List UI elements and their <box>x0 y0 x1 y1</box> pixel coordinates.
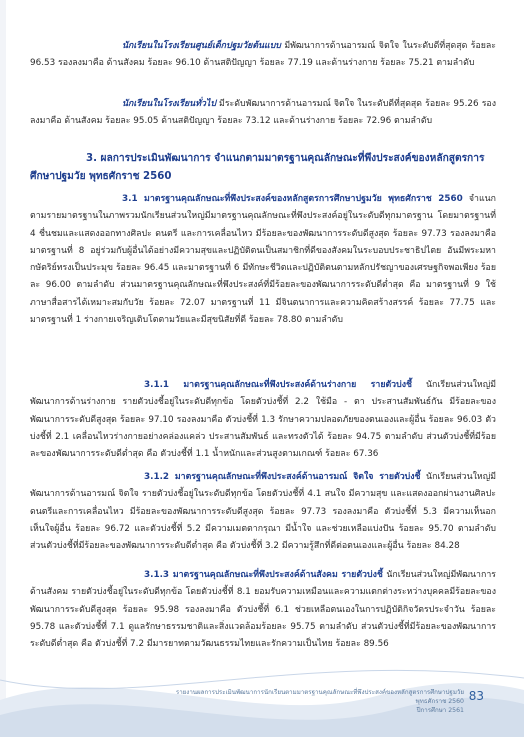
paragraph-general-school <box>30 96 496 131</box>
paragraph-lead-general-school: นักเรียนในโรงเรียนทั่วไป <box>122 99 216 109</box>
section-3-1-2-heading: 3.1.2 มาตรฐานคุณลักษณะที่พึงประสงค์ด้านอารมณ์ จิตใจ รายตัวบ่งชี้ <box>144 472 421 482</box>
footer-line-1: รายงานผลการประเมินพัฒนาการนักเรียนตามมาตรฐานคุณลักษณะที่พึงประสงค์ของหลักสูตรการศึกษาปฐมวัย พุทธศักราช 2560 <box>175 689 464 705</box>
section-3-1-2-body: นักเรียนส่วนใหญ่มีพัฒนาการด้านอารมณ์ จิตใจ รายตัวบ่งชี้อยู่ในระดับดีทุกข้อ โดยตัวบ่งชี้ที่ 4.1 สนใจ มีความสุข และแสดงออกผ่านงานศิลปะ ดนตรีและการเคลื่อนไหว มีร้อยละของพัฒนาการระดับดีสูงสุด ร้อยละ 97.73 รองลงมาคือ ตัวบ่งชี้ที่ 5.3 มีความเห็นอกเห็นใจผู้อื่น ร้อยละ 96.72 และตัวบ่งชี้ที่ 5.2 มีความเมตตากรุณา มีน้ำใจ และช่วยเหลือแบ่งปัน ร้อยละ 95.70 ตามลำดับ ส่วนตัวบ่งชี้ที่มีร้อยละของพัฒนาการระดับดีต่ำสุด คือ ตัวบ่งชี้ที่ 3.2 มีความรู้สึกที่ดีต่อตนเองและผู้อื่น ร้อยละ 84.28 <box>30 472 496 552</box>
section-3-1-2 <box>30 469 496 555</box>
paragraph-model-school <box>30 38 496 73</box>
section-3-1-1-body: นักเรียนส่วนใหญ่มีพัฒนาการด้านร่างกาย รายตัวบ่งชี้อยู่ในระดับดีทุกข้อ โดยตัวบ่งชี้ที่ 2.2 ใช้มือ - ตา ประสานสัมพันธ์กัน มีร้อยละของพัฒนาการระดับดีสูงสุด ร้อยละ 97.10 รองลงมาคือ ตัวบ่งชี้ที่ 1.3 รักษาความปลอดภัยของตนเองและผู้อื่น ร้อยละ 96.03 ตัวบ่งชี้ที่ 2.1 เคลื่อนไหวร่างกายอย่างคล่องแคล่ว ประสานสัมพันธ์ และทรงตัวได้ ร้อยละ 94.75 ตามลำดับ ส่วนตัวบ่งชี้ที่มีร้อยละของพัฒนาการระดับดีต่ำสุด คือ ตัวบ่งชี้ที่ 1.1 น้ำหนักและส่วนสูงตามเกณฑ์ ร้อยละ 67.36 <box>30 380 496 460</box>
section-3-1 <box>30 191 496 329</box>
section-3-1-3-body: นักเรียนส่วนใหญ่มีพัฒนาการด้านสังคม รายตัวบ่งชี้อยู่ในระดับดีทุกข้อ โดยตัวบ่งชี้ที่ 8.1 ยอมรับความเหมือนและความแตกต่างระหว่างบุคคลมีร้อยละของพัฒนาการระดับดีสูงสุด ร้อยละ 95.98 รองลงมาคือ ตัวบ่งชี้ที่ 6.1 ช่วยเหลือตนเองในการปฏิบัติกิจวัตรประจำวัน ร้อยละ 95.78 และตัวบ่งชี้ที่ 7.1 ดูแลรักษาธรรมชาติและสิ่งแวดล้อมร้อยละ 95.75 ตามลำดับ ส่วนตัวบ่งชี้ที่มีร้อยละของพัฒนาการระดับดีต่ำสุด คือ ตัวบ่งชี้ที่ 7.2 มีมารยาทตามวัฒนธรรมไทยและรักความเป็นไทย ร้อยละ 89.56 <box>30 570 496 650</box>
section-3-1-heading: 3.1 มาตรฐานคุณลักษณะที่พึงประสงค์ของหลักสูตรการศึกษาปฐมวัย พุทธศักราช 2560 <box>122 194 463 204</box>
page-margin-band <box>0 0 6 737</box>
section-3-title <box>30 150 496 186</box>
paragraph-body-model-school: มีพัฒนาการด้านอารมณ์ จิตใจ ในระดับดีที่สุดสุด ร้อยละ 96.53 รองลงมาคือ ด้านสังคม ร้อยละ 96.10 ด้านสติปัญญา ร้อยละ 77.19 และด้านร่างกาย ร้อยละ 75.21 ตามลำดับ <box>30 41 496 69</box>
paragraph-lead-model-school: นักเรียนในโรงเรียนศูนย์เด็กปฐมวัยต้นแบบ <box>122 41 281 51</box>
section-3-1-1 <box>30 377 496 463</box>
section-3-title-text: 3. ผลการประเมินพัฒนาการ จำแนกตามมาตรฐานคุณลักษณะที่พึงประสงค์ของหลักสูตรการศึกษาปฐมวัย พุทธศักราช 2560 <box>30 153 485 182</box>
section-3-1-body: จำแนกตามรายมาตรฐานในภาพรวมนักเรียนส่วนใหญ่มีมาตรฐานคุณลักษณะที่พึงประสงค์อยู่ในระดับดีทุกมาตรฐาน โดยมาตรฐานที่ 4 ชื่นชมและแสดงออกทางศิลปะ ดนตรี และการเคลื่อนไหว มีร้อยละของพัฒนาการระดับดีสูงสุด ร้อยละ 97.73 รองลงมาคือ มาตรฐานที่ 8 อยู่ร่วมกับผู้อื่นได้อย่างมีความสุขและปฏิบัติตนเป็นสมาชิกที่ดีของสังคมในระบอบประชาธิปไตย อันมีพระมหากษัตริย์ทรงเป็นประมุข ร้อยละ 96.45 และมาตรฐานที่ 6 มีทักษะชีวิตและปฏิบัติตนตามหลักปรัชญาของเศรษฐกิจพอเพียง ร้อยละ 96.00 ตามลำดับ ส่วนมาตรฐานคุณลักษณะที่พึงประสงค์ที่มีร้อยละของพัฒนาการระดับดีต่ำสุด คือ มาตรฐานที่ 9 ใช้ภาษาสื่อสารได้เหมาะสมกับวัย ร้อยละ 72.07 มาตรฐานที่ 11 มีจินตนาการและความคิดสร้างสรรค์ ร้อยละ 77.75 และ มาตรฐานที่ 1 ร่างกายเจริญเติบโตตามวัยและมีสุขนิสัยที่ดี ร้อยละ 78.80 ตามลำดับ <box>30 194 497 326</box>
paragraph-body-general-school: มีระดับพัฒนาการด้านอารมณ์ จิตใจ ในระดับดีที่สุดสุด ร้อยละ 95.26 รองลงมาคือ ด้านสังคม ร้อยละ 95.05 ด้านสติปัญญา ร้อยละ 73.12 และด้านร่างกาย ร้อยละ 72.96 ตามลำดับ <box>30 99 496 127</box>
footer-line-2: ปีการศึกษา 2561 <box>416 707 464 714</box>
page-number: 83 <box>468 689 484 703</box>
section-3-1-3-heading: 3.1.3 มาตรฐานคุณลักษณะที่พึงประสงค์ด้านสังคม รายตัวบ่งชี้ <box>144 570 383 580</box>
section-3-1-1-heading: 3.1.1 มาตรฐานคุณลักษณะที่พึงประสงค์ด้านร่างกาย รายตัวบ่งชี้ <box>144 380 412 390</box>
footer-caption <box>164 688 464 715</box>
